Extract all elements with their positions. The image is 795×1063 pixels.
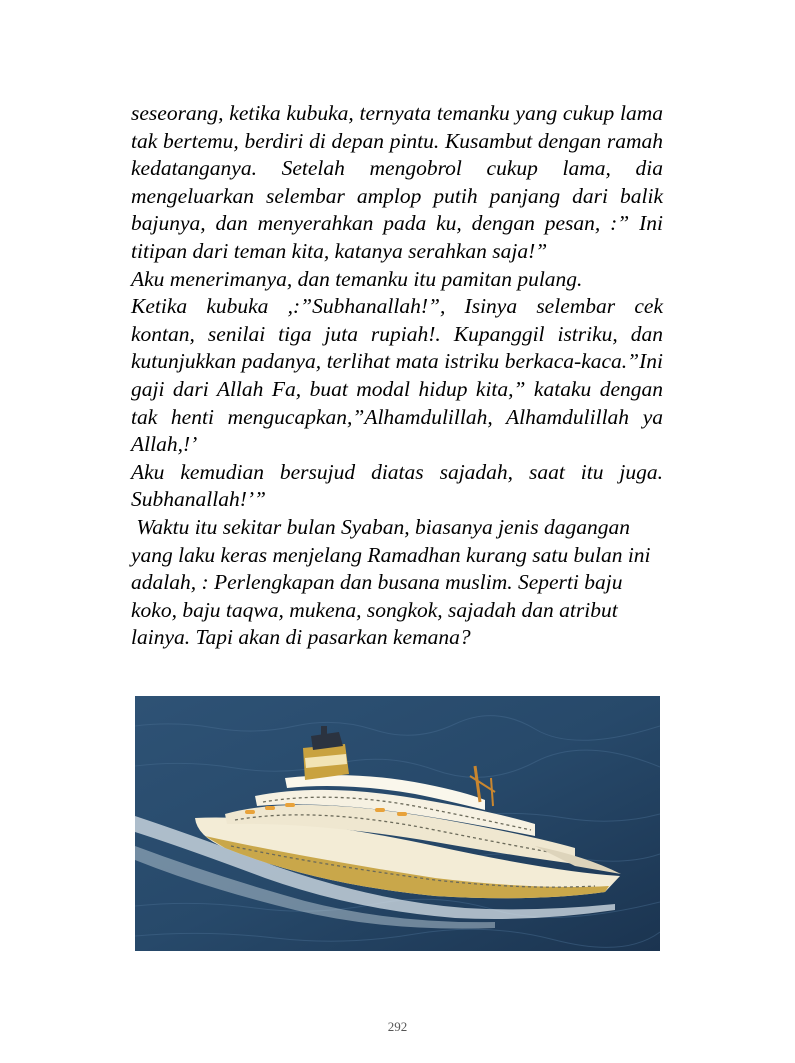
body-text: [131, 100, 663, 652]
paragraph-3: Ketika kubuka ,:”Subhanallah!”, Isinya selembar cek kontan, senilai tiga juta rupiah!. Kupanggil istriku, dan kutunjukkan padanya, terlihat mata istriku berkaca-kaca.”Ini gaji dari Allah Fa, buat modal hidup kita,” kataku dengan tak henti mengucapkan,”Alhamdulillah, Alhamdulillah ya Allah,!’: [131, 294, 663, 457]
paragraph-5: Waktu itu sekitar bulan Syaban, biasanya jenis dagangan yang laku keras menjelang Ramadhan kurang satu bulan ini adalah, : Perlengkapan dan busana muslim. Seperti baju koko, baju taqwa, mukena, songkok, sajadah dan atribut lainya. Tapi akan di pasarkan kemana?: [131, 514, 656, 650]
paragraph-4: Aku kemudian bersujud diatas sajadah, saat itu juga. Subhanallah!’”: [131, 459, 663, 512]
paragraph-2: Aku menerimanya, dan temanku itu pamitan pulang.: [131, 266, 583, 291]
page-number: 292: [387, 1019, 408, 1034]
ship-photo: [135, 696, 660, 951]
paragraph-1: seseorang, ketika kubuka, ternyata temanku yang cukup lama tak bertemu, berdiri di depan pintu. Kusambut dengan ramah kedatanganya. Setelah mengobrol cukup lama, dia mengeluarkan selembar amplop putih panjang dari balik bajunya, dan menyerahkan pada ku, dengan pesan, :” Ini titipan dari teman kita, katanya serahkan saja!”: [131, 101, 663, 263]
